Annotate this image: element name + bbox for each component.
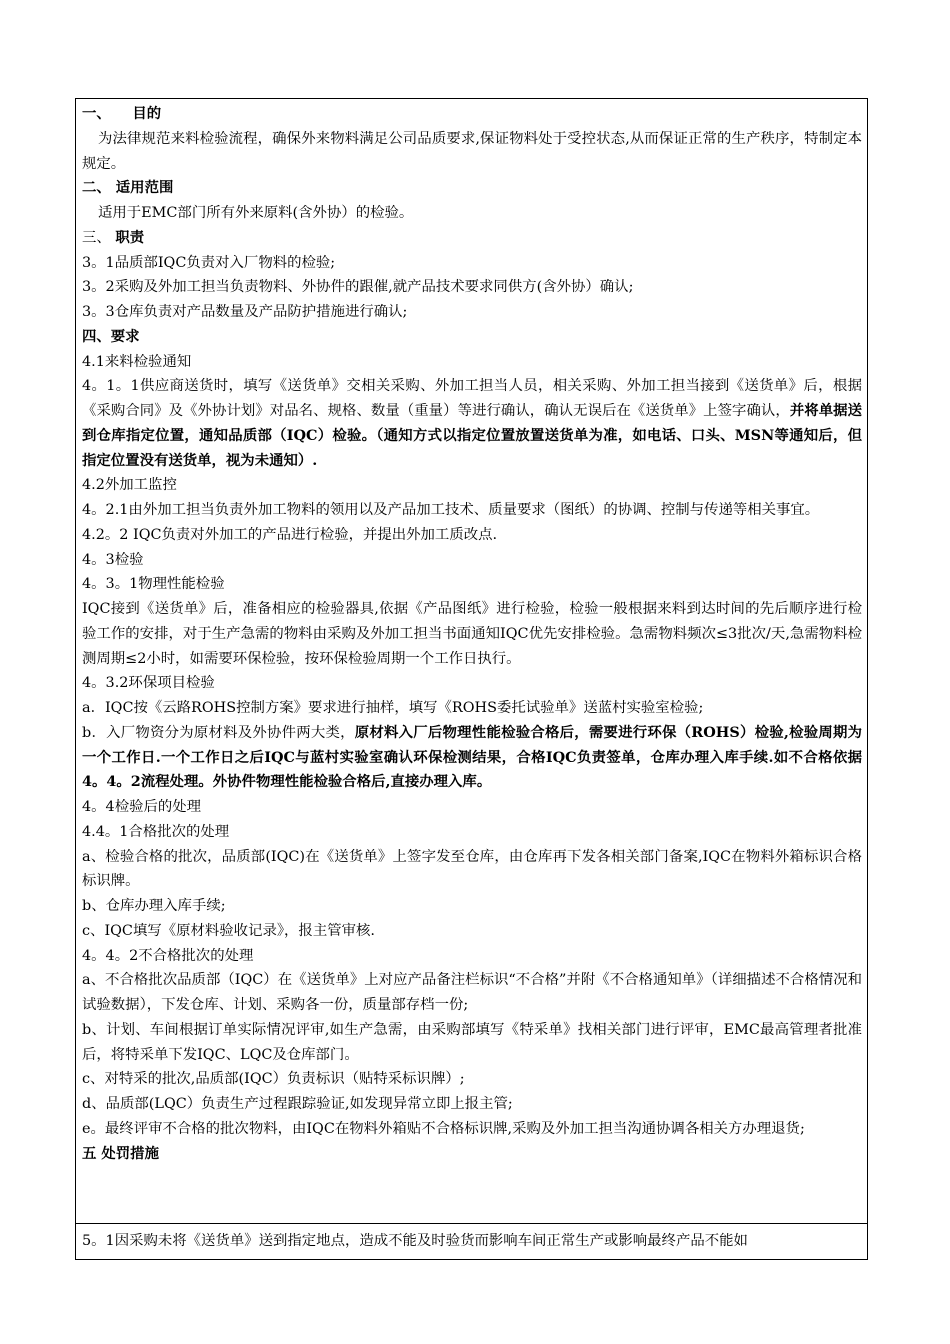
section-4-4-2-item: d、品质部(LQC）负责生产过程跟踪验证,如发现异常立即上报主管; bbox=[82, 1096, 513, 1112]
section-4-1-title: 4.1来料检验通知 bbox=[82, 353, 192, 370]
section-4-3-2-item-b-bold: 原材料入厂后物理性能检验合格后，需要进行环保（ROHS）检验,检验周期为一个工作日.一个工作日之后IQC与蓝村实验室确认环保检测结果，合格IQC负责签单，仓库办理入库手续.如不合格依据4。4。2流程处理。外协件物理性能检验合格后,直接办理入库。 bbox=[82, 723, 863, 791]
section-4-3-1-title: 4。3。1物理性能检验 bbox=[82, 576, 225, 593]
section-3-heading-title: 职责 bbox=[115, 228, 145, 246]
section-4-1-text bbox=[82, 374, 862, 473]
section-4-4-title: 4。4检验后的处理 bbox=[82, 799, 202, 815]
section-4-4-2-title: 4。4。2不合格批次的处理 bbox=[82, 947, 254, 964]
section-5-heading: 五 处罚措施 bbox=[82, 1144, 159, 1162]
section-4-4-1-item: c、IQC填写《原材料验收记录》，报主管审核. bbox=[82, 922, 375, 939]
section-1-text: 为法律规范来料检验流程，确保外来物料满足公司品质要求,保证物料处于受控状态,从而保证正常的生产秩序，特制定本规定。 bbox=[82, 130, 862, 172]
section-4-4-1-title: 4.4。1合格批次的处理 bbox=[82, 823, 230, 840]
section-4-4-2-item: c、对特采的批次,品质部(IQC）负责标识（贴特采标识牌）; bbox=[82, 1071, 465, 1088]
section-4-3-title: 4。3检验 bbox=[82, 551, 144, 568]
section-4-3-2-item-a: a．IQC按《云路ROHS控制方案》要求进行抽样，填写《ROHS委托试验单》送蓝村实验室检验; bbox=[82, 700, 704, 716]
section-4-1-text-normal: 4。1。1供应商送货时，填写《送货单》交相关采购、外加工担当人员，相关采购、外加工担当接到《送货单》后，根据《采购合同》及《外协计划》对品名、规格、数量（重量）等进行确认，确认无误后在《送货单》上签字确认， bbox=[82, 378, 862, 419]
section-4-4-1-item: b、仓库办理入库手续; bbox=[82, 898, 226, 914]
section-4-2-title: 4.2外加工监控 bbox=[82, 477, 177, 494]
section-4-3-2-item-b-normal: b．入厂物资分为原材料及外协件两大类， bbox=[82, 724, 355, 741]
document-body bbox=[82, 102, 862, 1166]
document-frame bbox=[75, 98, 868, 1260]
section-4-3-2-item-b bbox=[82, 721, 862, 795]
section-4-4-2-item: e。最终评审不合格的批次物料，由IQC在物料外箱贴不合格标识牌,采购及外加工担当沟通协调各相关方办理退货; bbox=[82, 1120, 805, 1137]
section-4-3-1-text: IQC接到《送货单》后，准备相应的检验器具,依据《产品图纸》进行检验，检验一般根据来料到达时间的先后顺序进行检验工作的安排，对于生产急需的物料由采购及外加工担当书面通知IQC优先安排检验。急需物料频次≤3批次/天,急需物料检测周期≤2小时，如需要环保检验，按环保检验周期一个工作日执行。 bbox=[82, 601, 862, 667]
section-3-heading-prefix: 三、 bbox=[82, 229, 111, 246]
table-row-divider bbox=[76, 1223, 867, 1224]
section-2-text: 适用于EMC部门所有外来原料(含外协）的检验。 bbox=[98, 205, 414, 221]
section-1-heading: 一、 目的 bbox=[82, 105, 162, 122]
section-4-4-2-item: a、不合格批次品质部（IQC）在《送货单》上对应产品备注栏标识“不合格”并附《不合格通知单》（详细描述不合格情况和试验数据），下发仓库、计划、采购各一份，质量部存档一份; bbox=[82, 972, 862, 1013]
section-4-heading: 四、要求 bbox=[82, 327, 140, 345]
section-3-heading bbox=[82, 226, 862, 251]
section-2-heading: 二、 适用范围 bbox=[82, 179, 174, 197]
section-3-item: 3。2采购及外加工担当负责物料、外协件的跟催,就产品技术要求同供方(含外协）确认; bbox=[82, 279, 634, 296]
section-3-item: 3。3仓库负责对产品数量及产品防护措施进行确认; bbox=[82, 304, 408, 320]
section-3-item: 3。1品质部IQC负责对入厂物料的检验; bbox=[82, 254, 336, 271]
section-4-4-1-item: a、检验合格的批次，品质部(IQC)在《送货单》上签字发至仓库，由仓库再下发各相关部门备案,IQC在物料外箱标识合格标识牌。 bbox=[82, 848, 862, 890]
section-4-3-2-title: 4。3.2环保项目检验 bbox=[82, 675, 215, 692]
section-5-first-line: 5。1因采购未将《送货单》送到指定地点，造成不能及时验货而影响车间正常生产或影响最终产品不能如 bbox=[82, 1233, 748, 1249]
section-4-1-text-bold: 并将单据送到仓库指定位置，通知品质部（IQC）检验。（通知方式以指定位置放置送货单为准，如电话、口头、MSN等通知后，但指定位置没有送货单，视为未通知）. bbox=[82, 402, 862, 469]
section-4-2-item: 4。2.1由外加工担当负责外加工物料的领用以及产品加工技术、质量要求（图纸）的协调、控制与传递等相关事宜。 bbox=[82, 502, 820, 518]
section-4-2-item: 4.2。2 IQC负责对外加工的产品进行检验，并提出外加工质改点. bbox=[82, 526, 498, 543]
section-4-4-2-item: b、计划、车间根据订单实际情况评审,如生产急需，由采购部填写《特采单》找相关部门进行评审，EMC最高管理者批准后，将特采单下发IQC、LQC及仓库部门。 bbox=[82, 1021, 862, 1063]
